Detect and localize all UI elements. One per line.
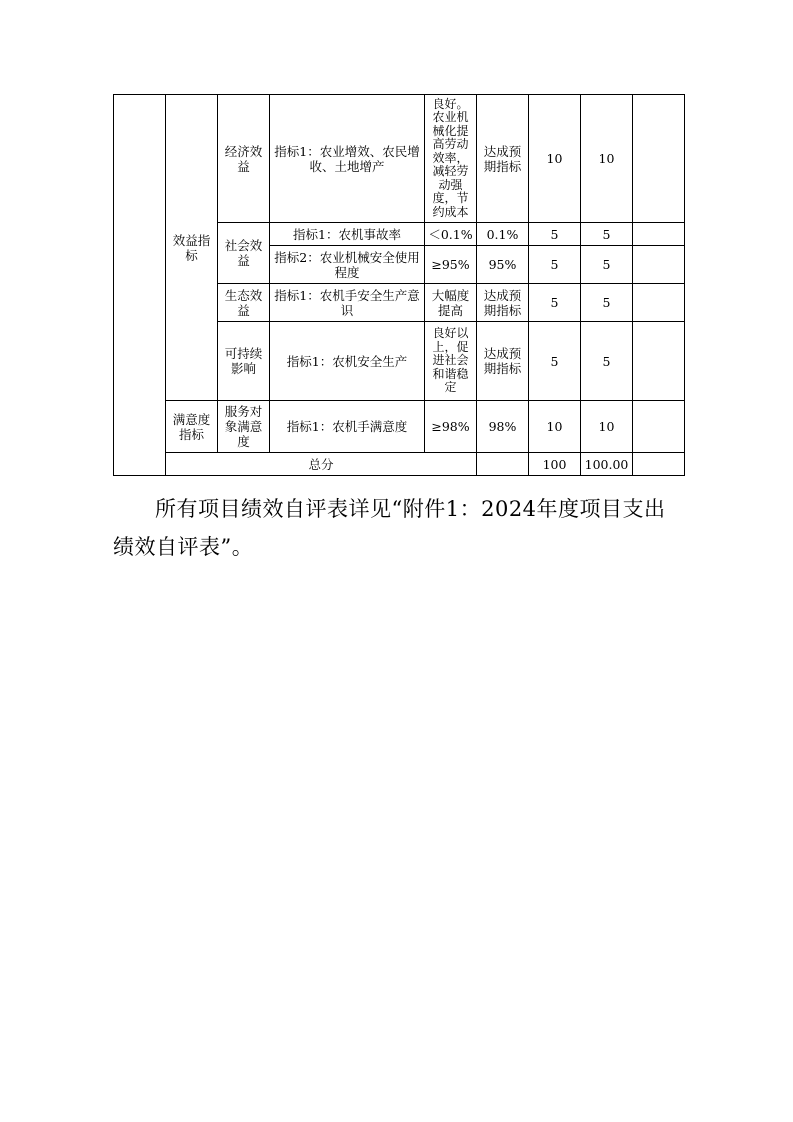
indicator-cell: 指标1：农机手安全生产意识	[270, 284, 425, 322]
score-cell: 5	[581, 223, 633, 246]
total-weight-cell: 100	[529, 453, 581, 476]
indicator-cell: 指标1：农业增效、农民增收、土地增产	[270, 95, 425, 223]
note-cell	[633, 322, 685, 401]
total-note-cell	[633, 453, 685, 476]
score-cell: 5	[581, 322, 633, 401]
actual-cell: 95%	[477, 246, 529, 284]
actual-cell: 0.1%	[477, 223, 529, 246]
indicator-cell: 指标1：农机安全生产	[270, 322, 425, 401]
note-cell	[633, 284, 685, 322]
note-cell	[633, 223, 685, 246]
category-cell: 生态效益	[218, 284, 270, 322]
indicator-cell: 指标1：农机事故率	[270, 223, 425, 246]
table-row	[114, 95, 685, 223]
target-cell: ≥98%	[425, 401, 477, 453]
target-cell: 良好以上，促进社会和谐稳定	[425, 322, 477, 401]
category-cell: 可持续影响	[218, 322, 270, 401]
weight-cell: 5	[529, 284, 581, 322]
target-cell: 大幅度提高	[425, 284, 477, 322]
weight-cell: 5	[529, 246, 581, 284]
table-row	[114, 401, 685, 453]
total-label: 总分	[166, 453, 477, 476]
actual-cell: 98%	[477, 401, 529, 453]
group-cell: 满意度指标	[166, 401, 218, 453]
indicator-cell: 指标1：农机手满意度	[270, 401, 425, 453]
total-score-cell: 100.00	[581, 453, 633, 476]
target-cell: ＜0.1%	[425, 223, 477, 246]
score-cell: 10	[581, 95, 633, 223]
performance-table	[113, 94, 685, 476]
total-row	[114, 453, 685, 476]
body-paragraph: 所有项目绩效自评表详见“附件1：2024年度项目支出绩效自评表”。	[113, 497, 666, 559]
actual-cell: 达成预期指标	[477, 95, 529, 223]
target-cell: 良好。农业机械化提高劳动效率，减轻劳动强度，节约成本	[425, 95, 477, 223]
note-cell	[633, 95, 685, 223]
total-target-cell	[477, 453, 529, 476]
weight-cell: 5	[529, 223, 581, 246]
weight-cell: 10	[529, 401, 581, 453]
actual-cell: 达成预期指标	[477, 322, 529, 401]
actual-cell: 达成预期指标	[477, 284, 529, 322]
score-cell: 10	[581, 401, 633, 453]
group-cell: 效益指标	[166, 95, 218, 401]
note-cell	[633, 401, 685, 453]
note-cell	[633, 246, 685, 284]
score-cell: 5	[581, 284, 633, 322]
weight-cell: 5	[529, 322, 581, 401]
target-cell: ≥95%	[425, 246, 477, 284]
category-cell: 社会效益	[218, 223, 270, 284]
category-cell: 经济效益	[218, 95, 270, 223]
blank-left-cell	[114, 95, 166, 476]
indicator-cell: 指标2：农业机械安全使用程度	[270, 246, 425, 284]
score-cell: 5	[581, 246, 633, 284]
category-cell: 服务对象满意度	[218, 401, 270, 453]
weight-cell: 10	[529, 95, 581, 223]
